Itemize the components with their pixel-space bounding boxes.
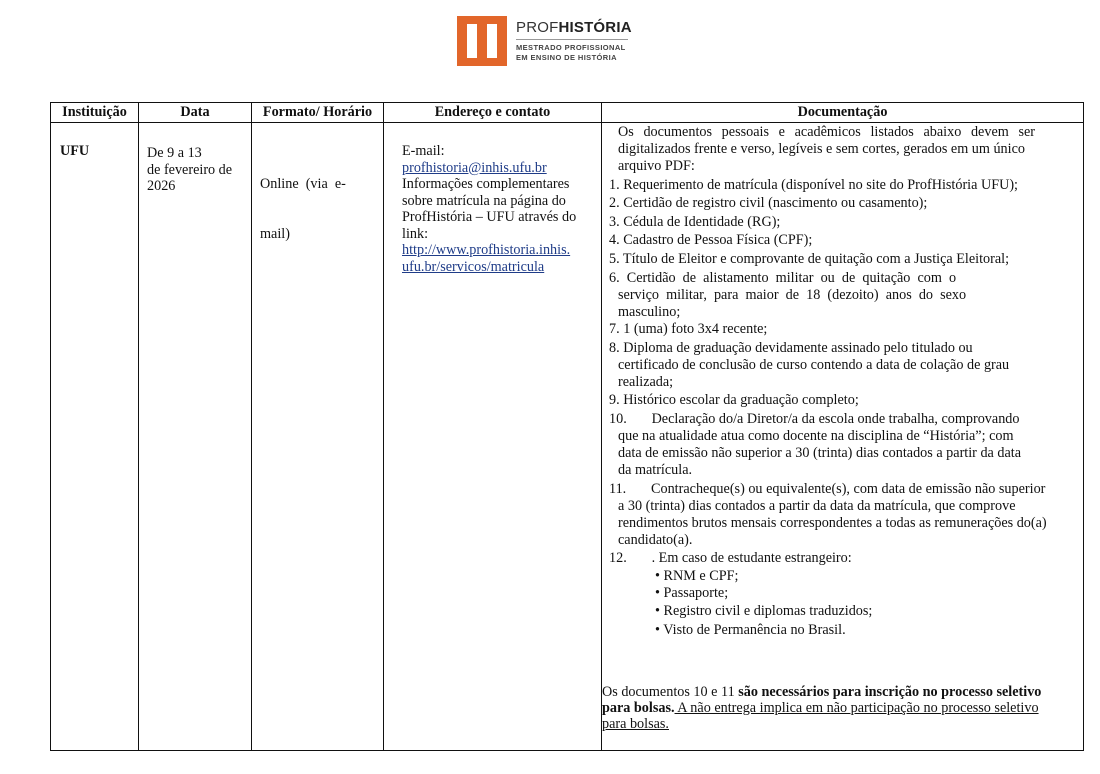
info-line: Informações complementares	[402, 176, 570, 192]
doc-item-11-cont: candidato(a).	[618, 532, 693, 548]
doc-item-3: 3. Cédula de Identidade (RG);	[609, 214, 781, 230]
intro-line: digitalizados frente e verso, legíveis e sem cortes, gerados em um único	[618, 141, 1025, 157]
bullet-item: • Visto de Permanência no Brasil.	[655, 622, 846, 638]
table-right-border	[1083, 102, 1084, 751]
table-bottom-border	[50, 750, 1084, 751]
column-divider	[601, 102, 602, 751]
bullet-item: • Registro civil e diplomas traduzidos;	[655, 603, 873, 619]
column-divider	[138, 102, 139, 751]
format-line: mail)	[260, 225, 290, 242]
table-header-border	[50, 122, 1084, 123]
intro-line: Os documentos pessoais e acadêmicos listados abaixo devem ser	[618, 124, 1035, 140]
header-data: Data	[180, 104, 210, 120]
date-line: de fevereiro de	[147, 161, 233, 178]
doc-item-5: 5. Título de Eleitor e comprovante de quitação com a Justiça Eleitoral;	[609, 251, 1010, 267]
doc-item-10-cont: que na atualidade atua como docente na disciplina de “História”; com	[618, 428, 1014, 444]
note-line-2: para bolsas. A não entrega implica em não participação no processo seletivo	[602, 700, 1039, 716]
doc-item-7: 7. 1 (uma) foto 3x4 recente;	[609, 321, 768, 337]
profhistoria-logo	[457, 16, 637, 68]
logo-title: PROFHISTÓRIA	[516, 19, 632, 36]
logo-divider	[516, 39, 628, 40]
info-line: sobre matrícula na página do	[402, 192, 566, 209]
date-line: 2026	[147, 178, 176, 194]
doc-item-11-cont: rendimentos brutos mensais correspondentes a todas as remunerações do(a)	[618, 515, 1047, 531]
doc-item-6-cont: masculino;	[618, 304, 681, 320]
column-divider	[251, 102, 252, 751]
bullet-item: • Passaporte;	[655, 585, 729, 601]
doc-item-2: 2. Certidão de registro civil (nascimento ou casamento);	[609, 195, 928, 211]
logo-h-icon	[457, 16, 507, 66]
logo-subtitle-line1: MESTRADO PROFISSIONAL	[516, 43, 626, 52]
doc-item-8-cont: realizada;	[618, 374, 674, 390]
doc-item-8: 8. Diploma de graduação devidamente assinado pelo titulado ou	[609, 340, 973, 356]
intro-line: arquivo PDF:	[618, 158, 695, 174]
format-cell	[260, 143, 346, 259]
doc-item-6-cont: serviço militar, para maior de 18 (dezoito) anos do sexo	[618, 287, 967, 303]
doc-item-6: 6. Certidão de alistamento militar ou de quitação com o	[609, 270, 957, 286]
header-instituicao: Instituição	[62, 104, 127, 120]
doc-item-9: 9. Histórico escolar da graduação completo;	[609, 392, 859, 408]
email-label: E-mail:	[402, 143, 445, 159]
doc-item-12: 12. . Em caso de estudante estrangeiro:	[609, 550, 852, 566]
format-line: Online (via e-	[260, 176, 346, 192]
column-divider	[383, 102, 384, 751]
info-line: ProfHistória – UFU através do	[402, 209, 577, 225]
doc-item-8-cont: certificado de conclusão de curso contendo a data de colação de grau	[618, 357, 1010, 373]
doc-item-11: 11. Contracheque(s) ou equivalente(s), com data de emissão não superior	[609, 481, 1046, 497]
doc-item-4: 4. Cadastro de Pessoa Física (CPF);	[609, 232, 813, 248]
doc-item-10-cont: da matrícula.	[618, 462, 693, 478]
note-line-1: Os documentos 10 e 11 são necessários para inscrição no processo seletivo	[602, 684, 1042, 700]
header-formato: Formato/ Horário	[262, 104, 373, 120]
bullet-item: • RNM e CPF;	[655, 568, 739, 584]
doc-item-1: 1. Requerimento de matrícula (disponível no site do ProfHistória UFU);	[609, 177, 1018, 193]
institution-cell: UFU	[60, 143, 90, 159]
matricula-link-part2[interactable]: ufu.br/servicos/matricula	[402, 258, 545, 275]
matricula-link-part1[interactable]: http://www.profhistoria.inhis.	[402, 242, 571, 258]
email-link[interactable]: profhistoria@inhis.ufu.br	[402, 159, 547, 176]
date-cell	[147, 145, 232, 195]
note-line-3: para bolsas.	[602, 716, 669, 732]
header-endereco: Endereço e contato	[434, 104, 551, 120]
logo-subtitle-line2: EM ENSINO DE HISTÓRIA	[516, 53, 617, 62]
doc-item-11-cont: a 30 (trinta) dias contados a partir da data da matrícula, que comprove	[618, 498, 1016, 514]
table-left-border	[50, 102, 51, 751]
doc-item-10: 10. Declaração do/a Diretor/a da escola onde trabalha, comprovando	[609, 411, 1020, 427]
header-documentacao: Documentação	[797, 104, 888, 120]
info-line: link:	[402, 225, 429, 242]
contact-cell	[402, 143, 594, 275]
doc-item-10-cont: data de emissão não superior a 30 (trinta) dias contados a partir da data	[618, 445, 1022, 461]
date-line: De 9 a 13	[147, 145, 202, 161]
